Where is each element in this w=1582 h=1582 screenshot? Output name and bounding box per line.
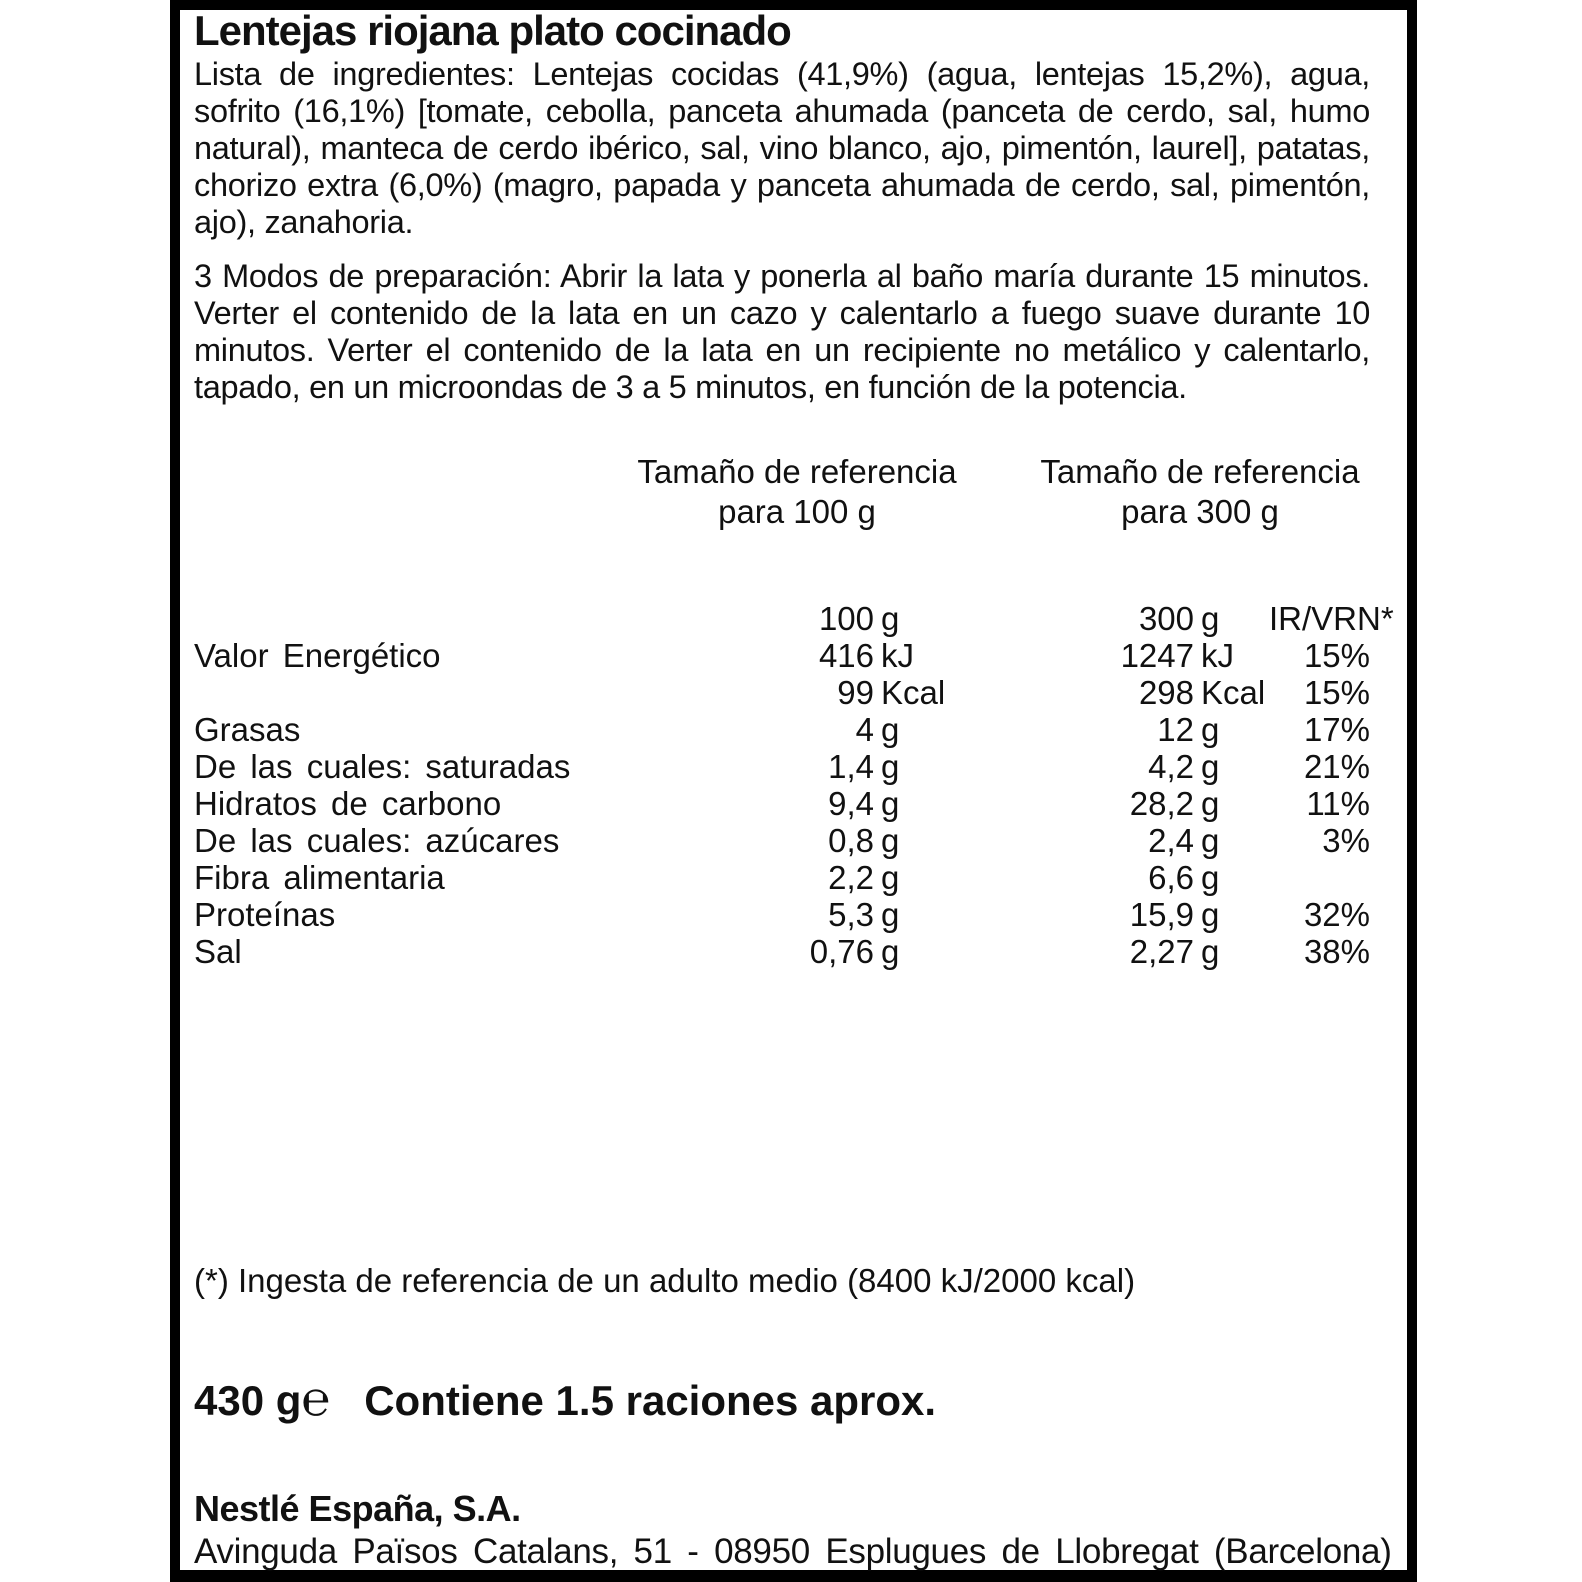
value-per-300g: 2,27 (1129, 933, 1194, 970)
percent-ir-vrn: 21% (1303, 748, 1370, 785)
unit-per-300g: g (1201, 933, 1220, 970)
reference-header-300g (1000, 452, 1400, 532)
percent-ir-vrn (1269, 859, 1370, 896)
nutrition-row (194, 859, 1370, 896)
reference-intake-footnote: (*) Ingesta de referencia de un adulto medio (8400 kJ/2000 kcal) (194, 1262, 1136, 1299)
value-per-100g: 416 (818, 637, 874, 674)
value-per-100g: 0,8 (828, 822, 874, 859)
value-per-100g: 2,2 (828, 859, 874, 896)
col-300g-label: 300 (1138, 600, 1194, 637)
nutrition-label-sheet (170, 0, 1417, 1582)
manufacturer-address: Avinguda Països Catalans, 51 - 08950 Esplugues de Llobregat (Barcelona) (194, 1532, 1392, 1571)
unit-per-300g: g (1201, 896, 1220, 933)
percent-ir-vrn: 15% (1303, 674, 1370, 711)
unit-per-100g: g (881, 859, 900, 896)
reference-header-300g-line1: Tamaño de referencia (1040, 453, 1360, 490)
unit-per-300g: Kcal (1201, 674, 1266, 711)
col-100g-unit: g (881, 600, 900, 637)
unit-per-100g: g (881, 748, 900, 785)
reference-header-100g-line1: Tamaño de referencia (637, 453, 957, 490)
unit-per-300g: g (1201, 711, 1220, 748)
percent-ir-vrn: 17% (1303, 711, 1370, 748)
unit-per-300g: g (1201, 748, 1220, 785)
percent-ir-vrn: 11% (1306, 785, 1370, 822)
nutrition-row (194, 822, 1370, 859)
unit-per-300g: g (1201, 859, 1220, 896)
percent-ir-vrn: 3% (1322, 822, 1370, 859)
nutrition-rows (194, 600, 1394, 970)
value-per-300g: 1247 (1120, 637, 1194, 674)
nutrient-label: De las cuales: saturadas (194, 748, 571, 785)
nutrition-row (194, 933, 1370, 970)
estimated-sign-icon: ℮ (301, 1373, 331, 1426)
nutrient-label: De las cuales: azúcares (194, 822, 560, 859)
nutrition-row (194, 896, 1370, 933)
value-per-100g: 4 (855, 711, 874, 748)
reference-header-300g-line2: para 300 g (1121, 493, 1279, 530)
col-irvrn-label: IR/VRN* (1269, 600, 1394, 637)
value-per-300g: 2,4 (1148, 822, 1194, 859)
value-per-100g: 9,4 (828, 785, 874, 822)
value-per-300g: 12 (1157, 711, 1194, 748)
nutrition-row (194, 674, 1370, 711)
unit-per-100g: kJ (881, 637, 914, 674)
unit-per-300g: g (1201, 785, 1220, 822)
value-per-100g: 99 (837, 674, 874, 711)
percent-ir-vrn: 38% (1303, 933, 1370, 970)
net-weight-line (194, 1375, 1370, 1426)
unit-per-100g: g (881, 822, 900, 859)
manufacturer-name: Nestlé España, S.A. (194, 1488, 521, 1529)
unit-per-100g: g (881, 711, 900, 748)
nutrient-label: Valor Energético (194, 637, 441, 674)
reference-header-100g (602, 452, 992, 532)
nutrition-units-row (194, 600, 1394, 637)
nutrition-row (194, 637, 1370, 674)
col-300g-unit: g (1201, 600, 1220, 637)
percent-ir-vrn: 15% (1303, 637, 1370, 674)
unit-per-100g: g (881, 785, 900, 822)
unit-per-100g: g (881, 933, 900, 970)
col-100g-label: 100 (818, 600, 874, 637)
nutrient-label: Sal (194, 933, 242, 970)
value-per-300g: 298 (1138, 674, 1194, 711)
percent-ir-vrn: 32% (1303, 896, 1370, 933)
nutrition-row (194, 711, 1370, 748)
preparation-text: 3 Modos de preparación: Abrir la lata y ponerla al baño maría durante 15 minutos. Verter el contenido de la lata en un cazo y calentarlo a fuego suave durante 10 minutos. Verter el contenido de la lata en un recipiente no metálico y calentarlo, tapado, en un microondas de 3 a 5 minutos, en función de la potencia. (194, 258, 1370, 405)
unit-per-100g: Kcal (881, 674, 946, 711)
units-row-spacer (194, 600, 654, 637)
value-per-100g: 5,3 (828, 896, 874, 933)
nutrient-label (194, 674, 654, 711)
nutrition-row (194, 748, 1370, 785)
nutrient-label: Fibra alimentaria (194, 859, 445, 896)
nutrient-label: Grasas (194, 711, 301, 748)
nutrient-label: Hidratos de carbono (194, 785, 502, 822)
value-per-100g: 0,76 (809, 933, 874, 970)
unit-per-300g: kJ (1201, 637, 1234, 674)
nutrient-label: Proteínas (194, 896, 336, 933)
value-per-300g: 15,9 (1129, 896, 1194, 933)
net-weight: 430 g (194, 1377, 302, 1424)
value-per-300g: 4,2 (1148, 748, 1194, 785)
value-per-300g: 28,2 (1129, 785, 1194, 822)
nutrition-row (194, 785, 1370, 822)
ingredients-text: Lista de ingredientes: Lentejas cocidas (41,9%) (agua, lentejas 15,2%), agua, sofrito (16,1%) [tomate, cebolla, panceta ahumada (panceta de cerdo, sal, humo natural), manteca de cerdo ibérico, sal, vino blanco, ajo, pimentón, laurel], patatas, chorizo extra (6,0%) (magro, papada y panceta ahumada de cerdo, sal, pimentón, ajo), zanahoria. (194, 56, 1370, 240)
value-per-300g: 6,6 (1148, 859, 1194, 896)
product-title: Lentejas riojana plato cocinado (194, 7, 791, 54)
servings-text: Contiene 1.5 raciones aprox. (364, 1377, 937, 1424)
value-per-100g: 1,4 (828, 748, 874, 785)
reference-header-100g-line2: para 100 g (718, 493, 876, 530)
unit-per-300g: g (1201, 822, 1220, 859)
unit-per-100g: g (881, 896, 900, 933)
